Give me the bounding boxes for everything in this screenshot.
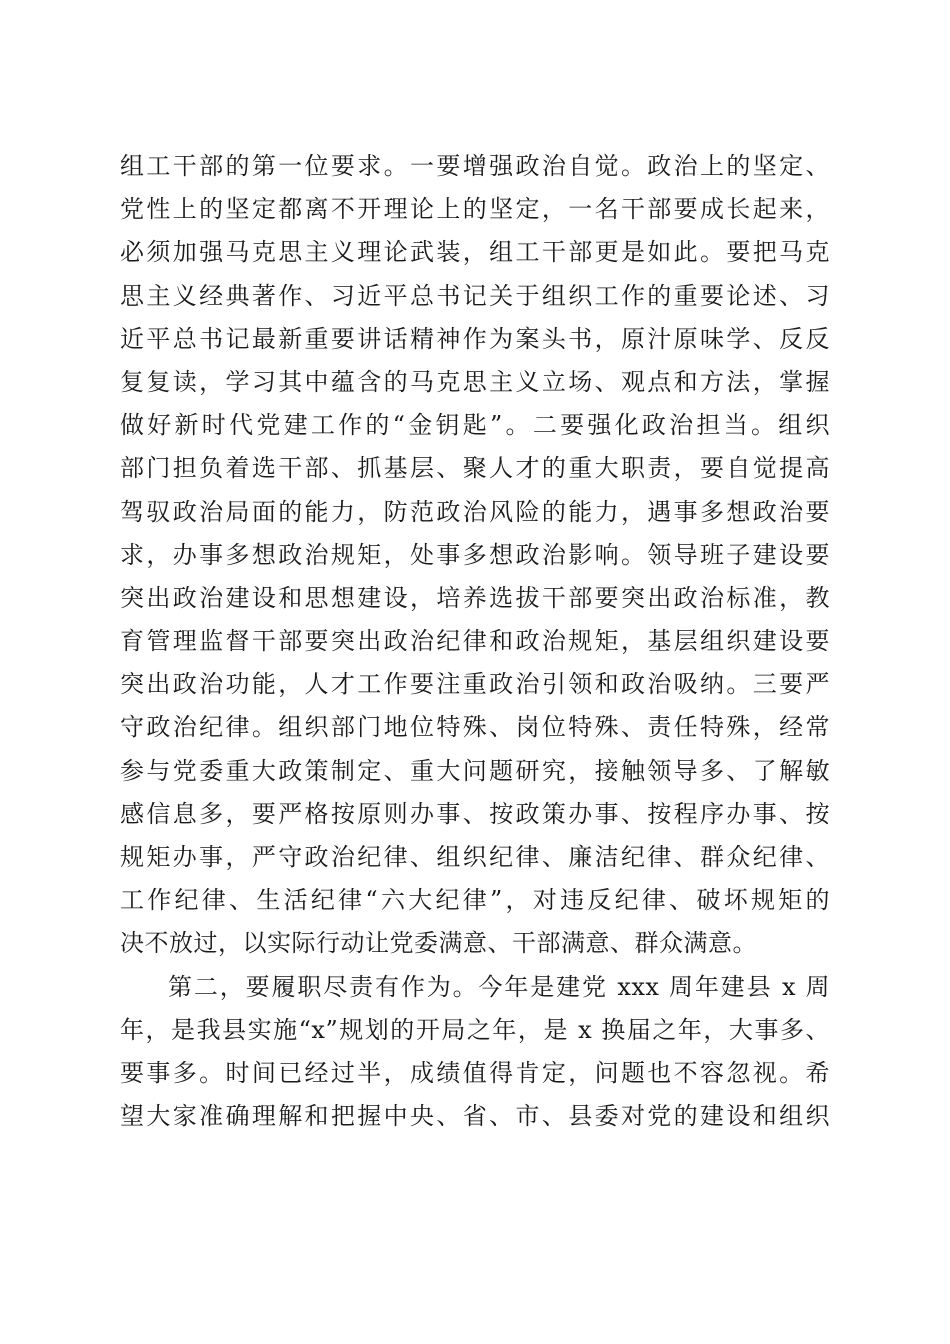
text-line: 规矩办事，严守政治纪律、组织纪律、廉洁纪律、群众纪律、 — [120, 843, 830, 871]
text-line: 突出政治建设和思想建设，培养选拔干部要突出政治标准，教 — [120, 583, 830, 612]
document-body — [120, 145, 830, 1138]
text-line: 驾驭政治局面的能力，防范政治风险的能力，遇事多想政治要 — [120, 497, 830, 526]
text-line: 突出政治功能，人才工作要注重政治引领和政治吸纳。三要严 — [120, 670, 830, 699]
text-line: 组工干部的第一位要求。一要增强政治自觉。政治上的坚定、 — [120, 152, 830, 180]
text-line: 工作纪律、生活纪律“六大纪律”，对违反纪律、破坏规矩的 — [120, 886, 830, 915]
text-line: 做好新时代党建工作的“金钥匙”。二要强化政治担当。组织 — [120, 411, 830, 440]
paragraph-last-line: 决不放过，以实际行动让党委满意、干部满意、群众满意。 — [120, 929, 757, 958]
text-line: 求，办事多想政治规矩，处事多想政治影响。领导班子建设要 — [120, 540, 830, 569]
text-line: 部门担负着选干部、抓基层、聚人才的重大职责，要自觉提高 — [120, 454, 830, 483]
text-line: 育管理监督干部要突出政治纪律和政治规矩，基层组织建设要 — [120, 627, 830, 656]
text-line: 党性上的坚定都离不开理论上的坚定，一名干部要成长起来， — [120, 195, 830, 224]
text-line: 复复读，学习其中蕴含的马克思主义立场、观点和方法，掌握 — [120, 367, 830, 396]
text-line: 思主义经典著作、习近平总书记关于组织工作的重要论述、习 — [120, 281, 830, 310]
text-line: 望大家准确理解和把握中央、省、市、县委对党的建设和组织 — [120, 1102, 830, 1131]
text-line: 年，是我县实施“x”规划的开局之年，是 x 换届之年，大事多、 — [120, 1015, 830, 1044]
text-line: 近平总书记最新重要讲话精神作为案头书，原汁原味学、反反 — [120, 324, 830, 353]
text-line: 参与党委重大政策制定、重大问题研究，接触领导多、了解敏 — [120, 756, 830, 785]
text-line: 感信息多，要严格按原则办事、按政策办事、按程序办事、按 — [120, 799, 830, 828]
text-line: 必须加强马克思主义理论武装，组工干部更是如此。要把马克 — [120, 238, 830, 267]
text-line: 要事多。时间已经过半，成绩值得肯定，问题也不容忽视。希 — [120, 1058, 830, 1087]
text-line: 守政治纪律。组织部门地位特殊、岗位特殊、责任特殊，经常 — [120, 713, 830, 742]
paragraph-first-line: 第二，要履职尽责有作为。今年是建党 xxx 周年建县 x 周 — [168, 972, 830, 1001]
